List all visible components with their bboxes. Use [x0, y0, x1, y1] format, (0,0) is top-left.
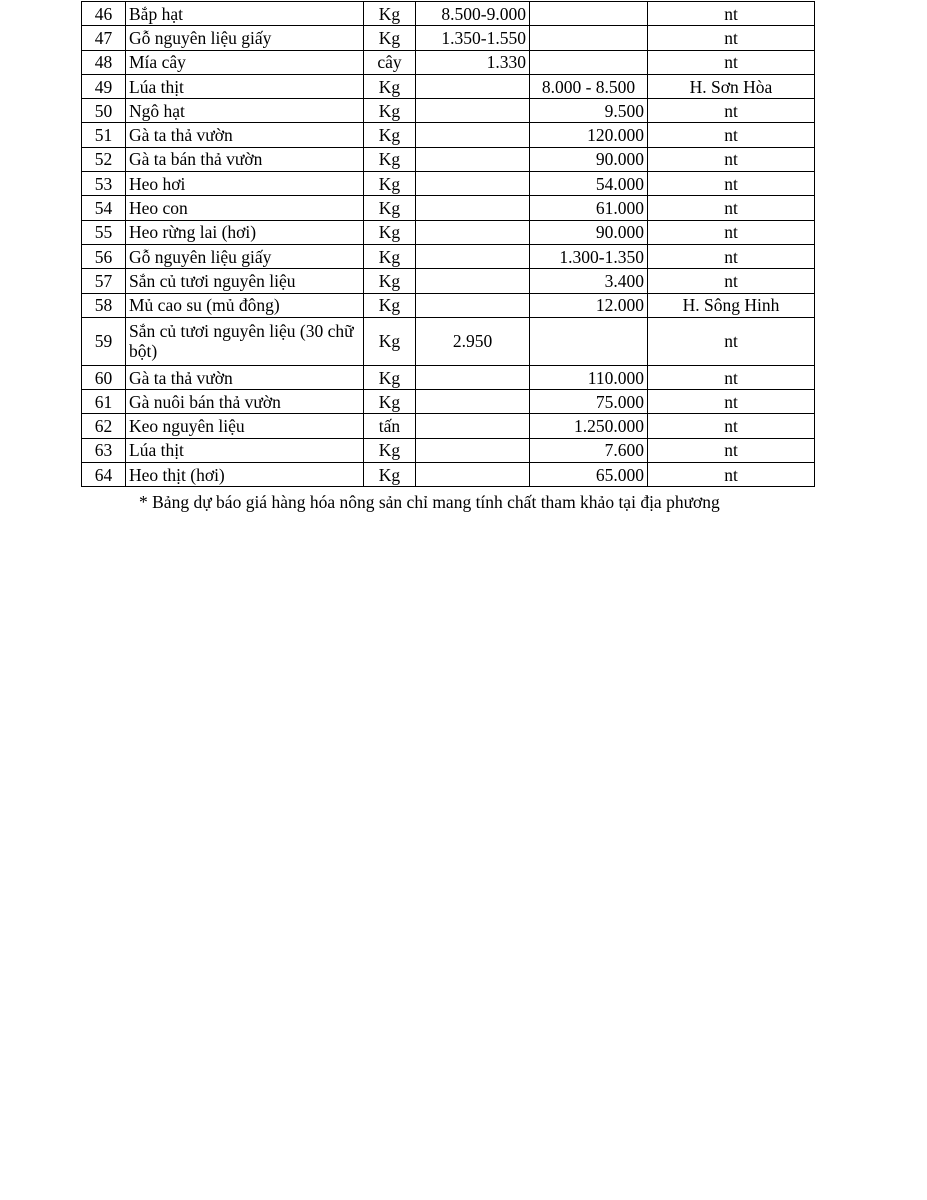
area-cell: nt	[648, 123, 815, 147]
item-name-cell: Lúa thịt	[126, 438, 364, 462]
unit-cell: Kg	[364, 2, 416, 26]
area-cell: nt	[648, 26, 815, 50]
price-cell-2: 65.000	[530, 463, 648, 487]
row-number-cell: 60	[82, 365, 126, 389]
price-cell-2: 110.000	[530, 365, 648, 389]
area-cell: H. Sông Hinh	[648, 293, 815, 317]
item-name-cell: Sắn củ tươi nguyên liệu	[126, 269, 364, 293]
table-row	[82, 414, 815, 438]
table-row	[82, 390, 815, 414]
price-cell-1	[416, 196, 530, 220]
item-name-cell: Mía cây	[126, 50, 364, 74]
area-cell: H. Sơn Hòa	[648, 74, 815, 98]
table-row	[82, 147, 815, 171]
table-row	[82, 269, 815, 293]
area-cell: nt	[648, 414, 815, 438]
area-cell: nt	[648, 438, 815, 462]
item-name-cell: Bắp hạt	[126, 2, 364, 26]
unit-cell: Kg	[364, 147, 416, 171]
unit-cell: Kg	[364, 317, 416, 365]
row-number-cell: 64	[82, 463, 126, 487]
price-cell-1	[416, 414, 530, 438]
row-number-cell: 49	[82, 74, 126, 98]
table-row	[82, 463, 815, 487]
price-cell-1	[416, 293, 530, 317]
item-name-cell: Gà ta thả vườn	[126, 365, 364, 389]
row-number-cell: 54	[82, 196, 126, 220]
item-name-cell: Heo rừng lai (hơi)	[126, 220, 364, 244]
table-row	[82, 26, 815, 50]
item-name-cell: Mủ cao su (mủ đông)	[126, 293, 364, 317]
price-cell-1: 2.950	[416, 317, 530, 365]
area-cell: nt	[648, 390, 815, 414]
price-cell-2	[530, 26, 648, 50]
table-row	[82, 123, 815, 147]
item-name-cell: Gỗ nguyên liệu giấy	[126, 26, 364, 50]
row-number-cell: 57	[82, 269, 126, 293]
price-cell-1: 1.330	[416, 50, 530, 74]
table-row	[82, 365, 815, 389]
price-cell-2: 75.000	[530, 390, 648, 414]
area-cell: nt	[648, 244, 815, 268]
table-row	[82, 2, 815, 26]
price-cell-1	[416, 390, 530, 414]
item-name-cell: Gỗ nguyên liệu giấy	[126, 244, 364, 268]
price-cell-2	[530, 50, 648, 74]
price-cell-2: 3.400	[530, 269, 648, 293]
item-name-cell: Heo thịt (hơi)	[126, 463, 364, 487]
unit-cell: Kg	[364, 365, 416, 389]
table-row	[82, 196, 815, 220]
unit-cell: Kg	[364, 196, 416, 220]
table-row	[82, 74, 815, 98]
price-cell-1: 1.350-1.550	[416, 26, 530, 50]
item-name-cell: Sắn củ tươi nguyên liệu (30 chữ bột)	[126, 317, 364, 365]
price-cell-2: 90.000	[530, 147, 648, 171]
item-name-cell: Gà nuôi bán thả vườn	[126, 390, 364, 414]
row-number-cell: 63	[82, 438, 126, 462]
price-cell-1	[416, 269, 530, 293]
price-cell-1: 8.500-9.000	[416, 2, 530, 26]
area-cell: nt	[648, 2, 815, 26]
item-name-cell: Heo hơi	[126, 172, 364, 196]
item-name-cell: Lúa thịt	[126, 74, 364, 98]
row-number-cell: 47	[82, 26, 126, 50]
row-number-cell: 53	[82, 172, 126, 196]
unit-cell: Kg	[364, 438, 416, 462]
unit-cell: Kg	[364, 463, 416, 487]
unit-cell: Kg	[364, 220, 416, 244]
price-cell-2: 120.000	[530, 123, 648, 147]
unit-cell: Kg	[364, 74, 416, 98]
row-number-cell: 56	[82, 244, 126, 268]
item-name-cell: Gà ta thả vườn	[126, 123, 364, 147]
table-row	[82, 438, 815, 462]
price-cell-1	[416, 244, 530, 268]
price-cell-2: 9.500	[530, 99, 648, 123]
area-cell: nt	[648, 50, 815, 74]
area-cell: nt	[648, 147, 815, 171]
row-number-cell: 62	[82, 414, 126, 438]
price-table	[81, 1, 815, 487]
unit-cell: Kg	[364, 244, 416, 268]
item-name-cell: Gà ta bán thả vườn	[126, 147, 364, 171]
area-cell: nt	[648, 317, 815, 365]
price-cell-2: 8.000 - 8.500	[530, 74, 648, 98]
item-name-cell: Heo con	[126, 196, 364, 220]
row-number-cell: 51	[82, 123, 126, 147]
table-row	[82, 317, 815, 365]
row-number-cell: 59	[82, 317, 126, 365]
unit-cell: Kg	[364, 269, 416, 293]
unit-cell: Kg	[364, 123, 416, 147]
row-number-cell: 48	[82, 50, 126, 74]
unit-cell: Kg	[364, 172, 416, 196]
table-row	[82, 99, 815, 123]
price-cell-2: 12.000	[530, 293, 648, 317]
price-cell-1	[416, 172, 530, 196]
unit-cell: Kg	[364, 99, 416, 123]
table-row	[82, 293, 815, 317]
unit-cell: Kg	[364, 26, 416, 50]
price-cell-2: 7.600	[530, 438, 648, 462]
price-cell-1	[416, 123, 530, 147]
row-number-cell: 55	[82, 220, 126, 244]
unit-cell: cây	[364, 50, 416, 74]
unit-cell: tấn	[364, 414, 416, 438]
area-cell: nt	[648, 172, 815, 196]
row-number-cell: 52	[82, 147, 126, 171]
table-row	[82, 50, 815, 74]
table-body	[82, 2, 815, 487]
price-cell-2: 54.000	[530, 172, 648, 196]
table-row	[82, 220, 815, 244]
price-cell-1	[416, 99, 530, 123]
price-cell-2: 61.000	[530, 196, 648, 220]
table-row	[82, 172, 815, 196]
area-cell: nt	[648, 196, 815, 220]
price-cell-2: 90.000	[530, 220, 648, 244]
price-cell-2: 1.300-1.350	[530, 244, 648, 268]
footnote: * Bảng dự báo giá hàng hóa nông sản chỉ mang tính chất tham khảo tại địa phương	[139, 492, 720, 512]
price-cell-2	[530, 2, 648, 26]
price-cell-1	[416, 147, 530, 171]
price-cell-1	[416, 74, 530, 98]
area-cell: nt	[648, 269, 815, 293]
price-cell-1	[416, 220, 530, 244]
table-row	[82, 244, 815, 268]
unit-cell: Kg	[364, 390, 416, 414]
area-cell: nt	[648, 220, 815, 244]
price-cell-2	[530, 317, 648, 365]
price-cell-1	[416, 438, 530, 462]
price-cell-1	[416, 463, 530, 487]
row-number-cell: 58	[82, 293, 126, 317]
row-number-cell: 61	[82, 390, 126, 414]
unit-cell: Kg	[364, 293, 416, 317]
area-cell: nt	[648, 99, 815, 123]
price-cell-1	[416, 365, 530, 389]
item-name-cell: Keo nguyên liệu	[126, 414, 364, 438]
area-cell: nt	[648, 365, 815, 389]
price-cell-2: 1.250.000	[530, 414, 648, 438]
area-cell: nt	[648, 463, 815, 487]
row-number-cell: 50	[82, 99, 126, 123]
row-number-cell: 46	[82, 2, 126, 26]
item-name-cell: Ngô hạt	[126, 99, 364, 123]
